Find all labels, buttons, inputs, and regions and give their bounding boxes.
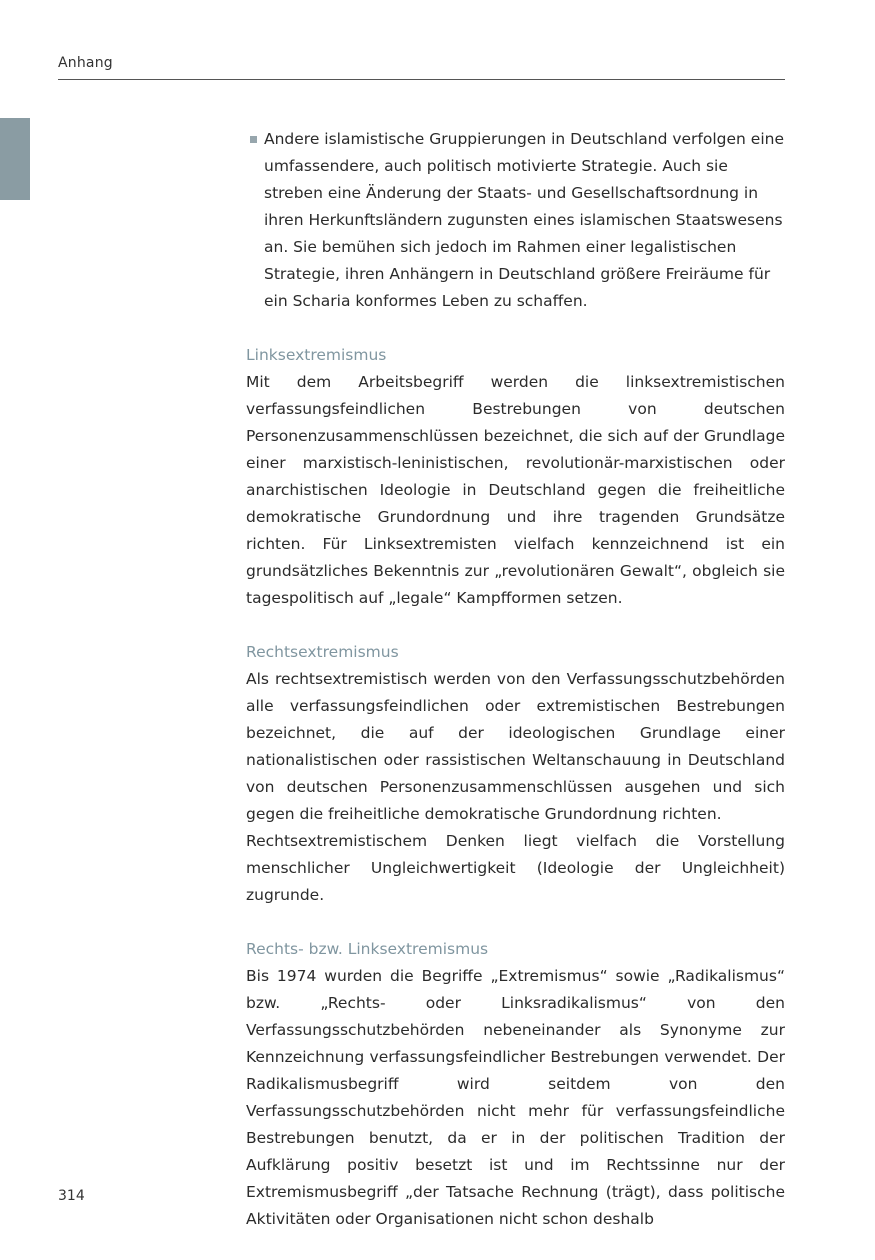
chapter-side-tab (0, 118, 30, 200)
section-rechtsextremismus (246, 639, 785, 909)
paragraph: Bis 1974 wurden die Begriffe „Extremismus“ sowie „Radikalismus“ bzw. „Rechts- oder Linksradikalismus“ von den Verfassungsschutzbehörden nebeneinander als Synonyme zur Kennzeichnung verfassungsfeindlicher Bestrebungen verwendet. Der Radikalismusbegriff wird seitdem von den Verfassungsschutzbehörden nicht mehr für verfassungsfeindliche Bestrebungen benutzt, da er in der politischen Tradition der Aufklärung positiv besetzt ist und im Rechtssinne nur der Extremismusbegriff „der Tatsache Rechnung (trägt), dass politische Aktivitäten oder Organisationen nicht schon deshalb (246, 967, 785, 1228)
section-heading: Linksextremismus (246, 346, 387, 364)
page-number: 314 (58, 1188, 85, 1204)
section-rechts-bzw-linksextremismus (246, 936, 785, 1233)
section-heading: Rechts- bzw. Linksextremismus (246, 940, 489, 958)
page-body (246, 126, 785, 1260)
header-rule (58, 79, 785, 80)
section-heading: Rechtsextremismus (246, 643, 399, 661)
list-item (246, 126, 785, 315)
square-bullet-icon (250, 136, 257, 143)
bullet-text: Andere islamistische Gruppierungen in Deutschland verfolgen eine umfassendere, auch politisch motivierte Strategie. Auch sie streben eine Änderung der Staats- und Gesellschaftsordnung in ihren Herkunftsländern zugunsten eines islamischen Staatswesens an. Sie bemühen sich jedoch im Rahmen einer legalistischen Strategie, ihren Anhängern in Deutschland größere Freiräume für ein Scharia konformes Leben zu schaffen. (264, 130, 785, 310)
running-header: Anhang (58, 55, 113, 71)
paragraph: Als rechtsextremistisch werden von den Verfassungsschutzbehörden alle verfassungsfeindlichen oder extremistischen Bestrebungen bezeichnet, die auf der ideologischen Grundlage einer nationalistischen oder rassistischen Weltanschauung in Deutschland von deutschen Personenzusammenschlüssen ausgehen und sich gegen die freiheitliche demokratische Grundordnung richten. (246, 670, 785, 823)
paragraph: Rechtsextremistischem Denken liegt vielfach die Vorstellung menschlicher Ungleichwertigkeit (Ideologie der Ungleichheit) zugrunde. (246, 832, 785, 904)
paragraph: Mit dem Arbeitsbegriff werden die linksextremistischen verfassungsfeindlichen Bestrebungen von deutschen Personenzusammenschlüssen bezeichnet, die sich auf der Grundlage einer marxistisch-leninistischen, revolutionär-marxistischen oder anarchistischen Ideologie in Deutschland gegen die freiheitliche demokratische Grundordnung und ihre tragenden Grundsätze richten. Für Linksextremisten vielfach kennzeichnend ist ein grundsätzliches Bekenntnis zur „revolutionären Gewalt“, obgleich sie tagespolitisch auf „legale“ Kampfformen setzen. (246, 373, 785, 607)
section-linksextremismus (246, 342, 785, 612)
